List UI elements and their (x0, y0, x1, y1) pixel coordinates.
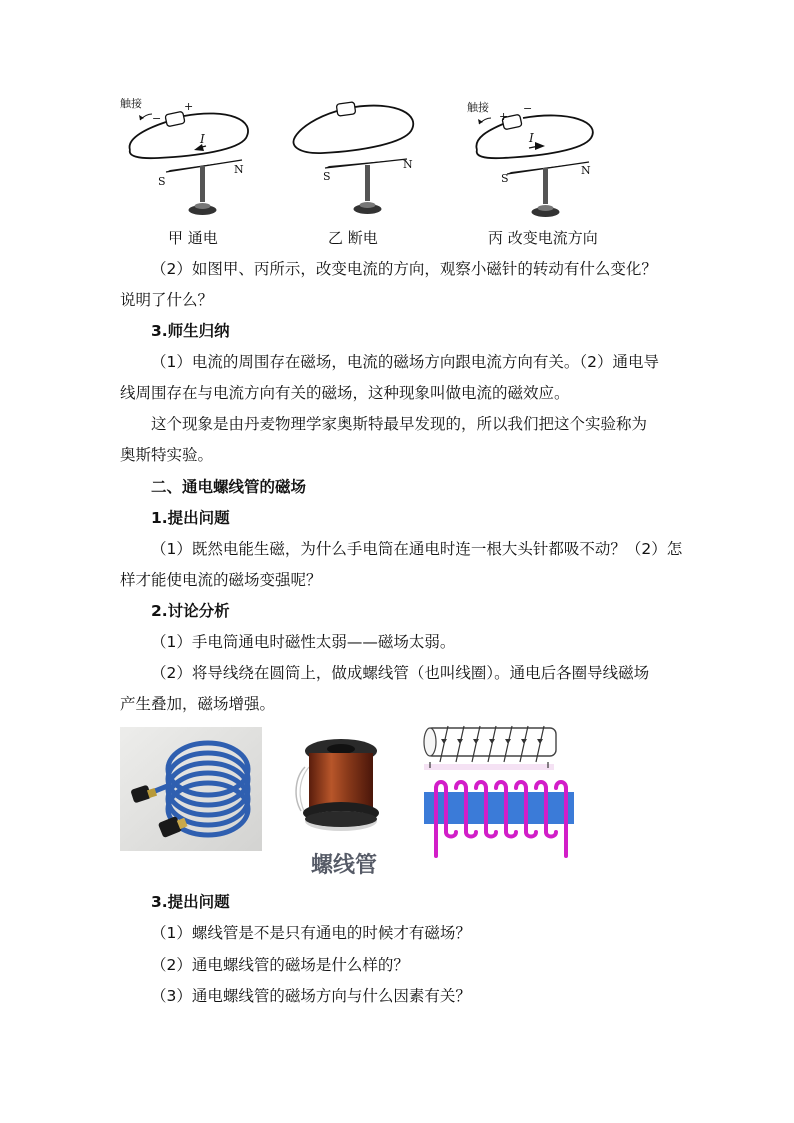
solenoid-diagram (422, 722, 580, 860)
heading-ask-1: 1.提出问题 (151, 509, 230, 527)
current-label: I (200, 132, 205, 146)
copper-coil-image (265, 727, 411, 851)
ask3-item-1: （1）螺线管是不是只有通电的时候才有磁场？ (151, 924, 471, 942)
ask1-line2: 样才能使电流的磁场变强呢？ (120, 571, 322, 589)
question-2-line1: （2）如图甲、丙所示，改变电流的方向，观察小磁针的转动有什么变化？ (151, 260, 657, 278)
heading-ask-3: 3.提出问题 (151, 893, 230, 911)
copper-coil-photo (265, 727, 411, 851)
ask3-item-3: （3）通电螺线管的磁场方向与什么因素有关？ (151, 987, 471, 1005)
south-label: S (501, 172, 509, 185)
solenoid-label: 螺线管 (311, 853, 378, 878)
ask3-item-2: （2）通电螺线管的磁场是什么样的？ (151, 956, 409, 974)
figure-yi-diagram (285, 95, 425, 223)
heading-discuss: 2.讨论分析 (151, 602, 230, 620)
minus-sign: − (523, 102, 533, 115)
touch-label: 触接 (467, 101, 489, 114)
figure-jia (118, 98, 258, 226)
summary-line2: 线周围存在与电流方向有关的磁场，这种现象叫做电流的磁效应。 (120, 384, 570, 402)
blue-coil-image (120, 727, 262, 851)
oersted-line1: 这个现象是由丹麦物理学家奥斯特最早发现的，所以我们把这个实验称为 (151, 415, 648, 433)
question-2-line2: 说明了什么？ (120, 291, 214, 309)
figure-bing-diagram (465, 98, 605, 226)
south-label: S (158, 175, 166, 188)
north-label: N (234, 163, 244, 176)
current-label: I (529, 131, 534, 145)
figure-jia-diagram (118, 98, 258, 226)
section-heading-solenoid: 二、通电螺线管的磁场 (151, 478, 307, 496)
discuss-2-line1: （2）将导线绕在圆筒上，做成螺线管（也叫线圈）。通电后各圈导线磁场 (151, 664, 650, 682)
summary-line1: （1）电流的周围存在磁场，电流的磁场方向跟电流方向有关。（2）通电导 (151, 353, 659, 371)
blue-coil-photo (120, 727, 262, 851)
ask1-line1: （1）既然电能生磁，为什么手电筒在通电时连一根大头针都吸不动？（2）怎 (151, 540, 683, 558)
figure-bing (465, 98, 605, 226)
north-label: N (581, 164, 591, 177)
plus-sign: + (499, 110, 509, 123)
figure-yi (285, 95, 425, 223)
solenoid-diagram-svg (422, 722, 580, 860)
north-label: N (403, 158, 413, 171)
oersted-line2: 奥斯特实验。 (120, 446, 214, 464)
plus-sign: + (184, 100, 194, 113)
discuss-2-line2: 产生叠加，磁场增强。 (120, 695, 276, 713)
caption-bing: 丙 改变电流方向 (488, 229, 598, 247)
discuss-1: （1）手电筒通电时磁性太弱——磁场太弱。 (151, 633, 456, 651)
heading-summary: 3.师生归纳 (151, 322, 230, 340)
south-label: S (323, 170, 331, 183)
caption-jia: 甲 通电 (168, 229, 218, 247)
minus-sign: − (152, 112, 162, 125)
touch-label: 触接 (120, 98, 142, 110)
caption-yi: 乙 断电 (328, 229, 378, 247)
